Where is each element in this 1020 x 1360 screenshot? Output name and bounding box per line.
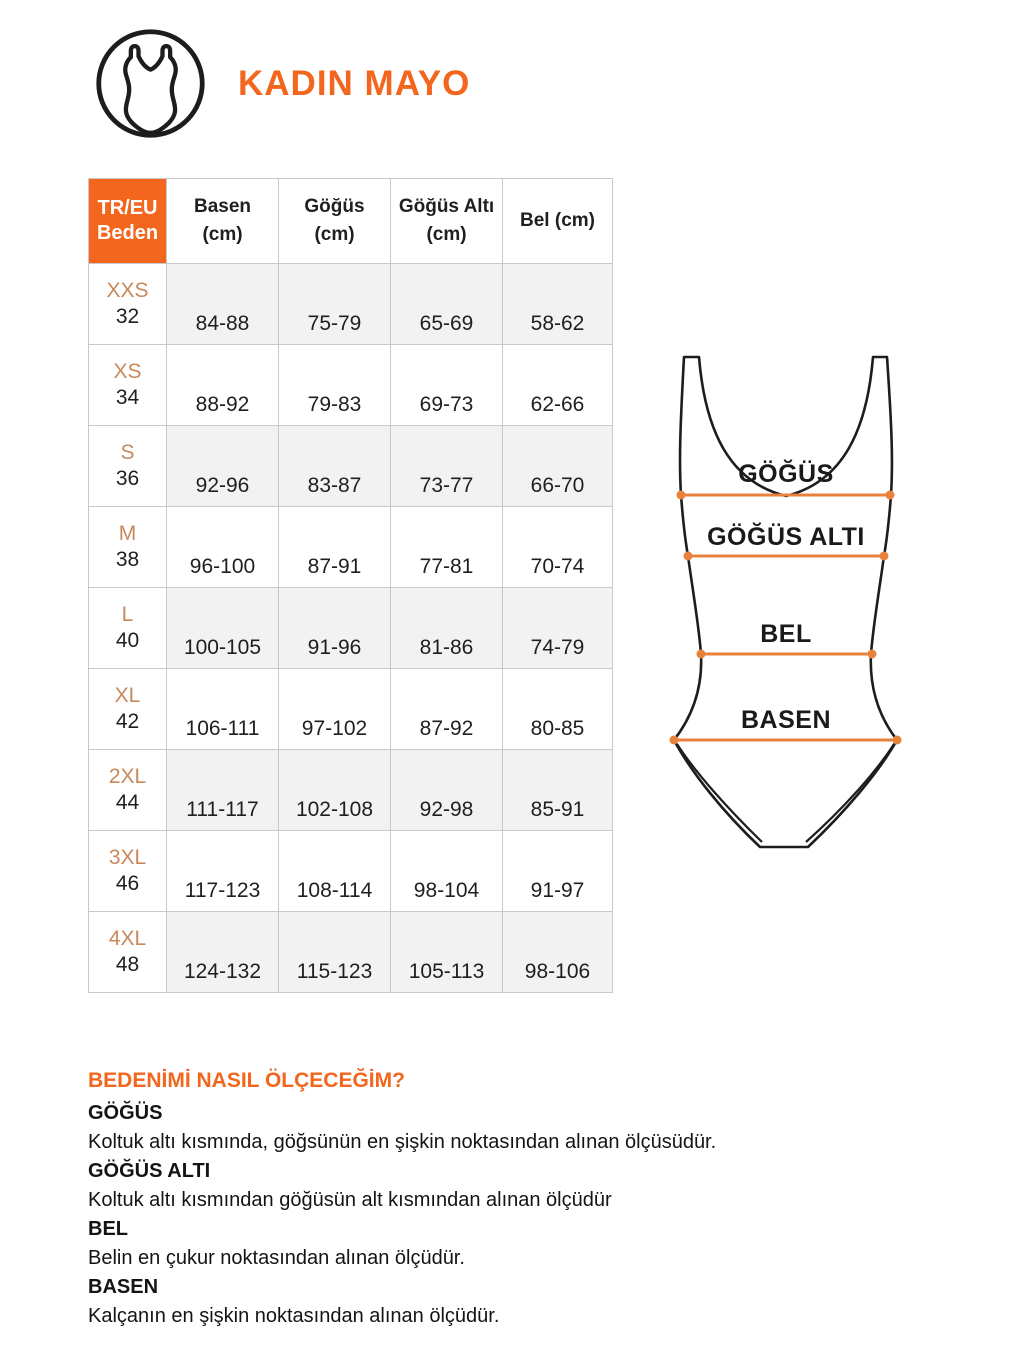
guide-term: BEL — [88, 1218, 128, 1240]
measurement-cell-gogus-alti: 92-98 — [391, 750, 503, 831]
measurement-cell-gogus-alti: 105-113 — [391, 912, 503, 993]
measurement-cell-bel: 85-91 — [503, 750, 613, 831]
page-title: KADIN MAYO — [238, 63, 471, 103]
guide-description: Kalçanın en şişkin noktasından alınan ölçüdür. — [88, 1305, 500, 1327]
table-row — [89, 588, 613, 669]
measure-guide-title: BEDENİMİ NASIL ÖLÇECEĞİM? — [88, 1069, 405, 1092]
measurement-cell-gogus-alti: 87-92 — [391, 669, 503, 750]
size-cell — [89, 507, 167, 588]
measurement-cell-gogus-alti: 73-77 — [391, 426, 503, 507]
measurement-cell-basen: 92-96 — [167, 426, 279, 507]
size-label: L — [121, 602, 134, 626]
size-cell — [89, 345, 167, 426]
size-table-body — [89, 264, 613, 993]
size-cell — [89, 588, 167, 669]
measurement-cell-basen: 106-111 — [167, 669, 279, 750]
eu-size-label: 34 — [115, 386, 140, 409]
size-cell — [89, 912, 167, 993]
measurement-cell-bel: 58-62 — [503, 264, 613, 345]
column-header-size-line2: Beden — [96, 222, 159, 244]
measurement-cell-gogus: 87-91 — [279, 507, 391, 588]
measurement-cell-gogus: 75-79 — [279, 264, 391, 345]
guide-description: Belin en çukur noktasından alınan ölçüdür. — [88, 1247, 465, 1269]
column-header-size — [89, 179, 167, 264]
eu-size-label: 40 — [115, 629, 140, 652]
column-header-gogus: Göğüs (cm) — [279, 179, 391, 264]
table-row — [89, 507, 613, 588]
measurement-cell-basen: 111-117 — [167, 750, 279, 831]
guide-term: GÖĞÜS ALTI — [88, 1160, 211, 1182]
measure-guide-list — [88, 1099, 828, 1331]
eu-size-label: 48 — [115, 953, 140, 976]
table-row — [89, 669, 613, 750]
table-row — [89, 750, 613, 831]
measurement-cell-gogus: 83-87 — [279, 426, 391, 507]
eu-size-label: 36 — [115, 467, 140, 490]
measurement-cell-gogus-alti: 98-104 — [391, 831, 503, 912]
measurement-cell-gogus-alti: 65-69 — [391, 264, 503, 345]
measurement-cell-bel: 80-85 — [503, 669, 613, 750]
swimsuit-icon — [93, 26, 208, 141]
diagram-label-basen: BASEN — [740, 706, 832, 734]
guide-term: BASEN — [88, 1276, 159, 1298]
column-header-size-line1: TR/EU — [97, 197, 158, 219]
table-row — [89, 831, 613, 912]
measurement-cell-bel: 66-70 — [503, 426, 613, 507]
measurement-cell-gogus: 97-102 — [279, 669, 391, 750]
measure-guide — [88, 1066, 828, 1331]
size-cell — [89, 426, 167, 507]
table-row — [89, 264, 613, 345]
diagram-label-gogus: GÖĞÜS — [738, 460, 834, 488]
diagram-label-gogus-alti: GÖĞÜS ALTI — [707, 523, 865, 551]
size-label: S — [120, 440, 135, 464]
measurement-cell-gogus: 102-108 — [279, 750, 391, 831]
size-label: 2XL — [108, 764, 147, 788]
measurement-cell-gogus-alti: 69-73 — [391, 345, 503, 426]
measurement-cell-gogus: 108-114 — [279, 831, 391, 912]
guide-description: Koltuk altı kısmından göğüsün alt kısmından alınan ölçüdür — [88, 1189, 612, 1211]
table-row — [89, 912, 613, 993]
brand-header — [93, 26, 470, 141]
table-row — [89, 426, 613, 507]
measurement-cell-gogus: 91-96 — [279, 588, 391, 669]
measurement-cell-bel: 74-79 — [503, 588, 613, 669]
measurement-cell-bel: 98-106 — [503, 912, 613, 993]
swimsuit-outline — [674, 357, 897, 847]
measurement-cell-bel: 62-66 — [503, 345, 613, 426]
measurement-cell-gogus-alti: 77-81 — [391, 507, 503, 588]
table-row — [89, 345, 613, 426]
size-cell — [89, 669, 167, 750]
eu-size-label: 38 — [115, 548, 140, 571]
measurement-cell-bel: 70-74 — [503, 507, 613, 588]
size-cell — [89, 831, 167, 912]
measurement-cell-gogus-alti: 81-86 — [391, 588, 503, 669]
measurement-cell-basen: 117-123 — [167, 831, 279, 912]
eu-size-label: 46 — [115, 872, 140, 895]
size-label: XL — [114, 683, 141, 707]
measurement-cell-basen: 84-88 — [167, 264, 279, 345]
column-header-gogus-alti: Göğüs Altı (cm) — [391, 179, 503, 264]
size-label: XXS — [106, 278, 149, 302]
size-cell — [89, 264, 167, 345]
measurement-cell-basen: 100-105 — [167, 588, 279, 669]
diagram-label-bel: BEL — [760, 620, 812, 648]
eu-size-label: 44 — [115, 791, 140, 814]
column-header-basen: Basen (cm) — [167, 179, 279, 264]
measurement-cell-gogus: 115-123 — [279, 912, 391, 993]
size-table — [88, 178, 613, 993]
size-table-header — [89, 179, 613, 264]
column-header-bel: Bel (cm) — [503, 179, 613, 264]
guide-description: Koltuk altı kısmında, göğsünün en şişkin noktasından alınan ölçüsüdür. — [88, 1131, 717, 1153]
measurement-cell-basen: 124-132 — [167, 912, 279, 993]
size-label: 4XL — [108, 926, 147, 950]
size-label: 3XL — [108, 845, 147, 869]
size-label: XS — [113, 359, 142, 383]
measurement-cell-basen: 96-100 — [167, 507, 279, 588]
guide-term: GÖĞÜS — [88, 1102, 163, 1124]
eu-size-label: 42 — [115, 710, 140, 733]
measurement-cell-basen: 88-92 — [167, 345, 279, 426]
swimsuit-measurement-diagram — [648, 338, 932, 870]
measurement-cell-gogus: 79-83 — [279, 345, 391, 426]
size-label: M — [118, 521, 137, 545]
size-cell — [89, 750, 167, 831]
eu-size-label: 32 — [115, 305, 140, 328]
measurement-cell-bel: 91-97 — [503, 831, 613, 912]
